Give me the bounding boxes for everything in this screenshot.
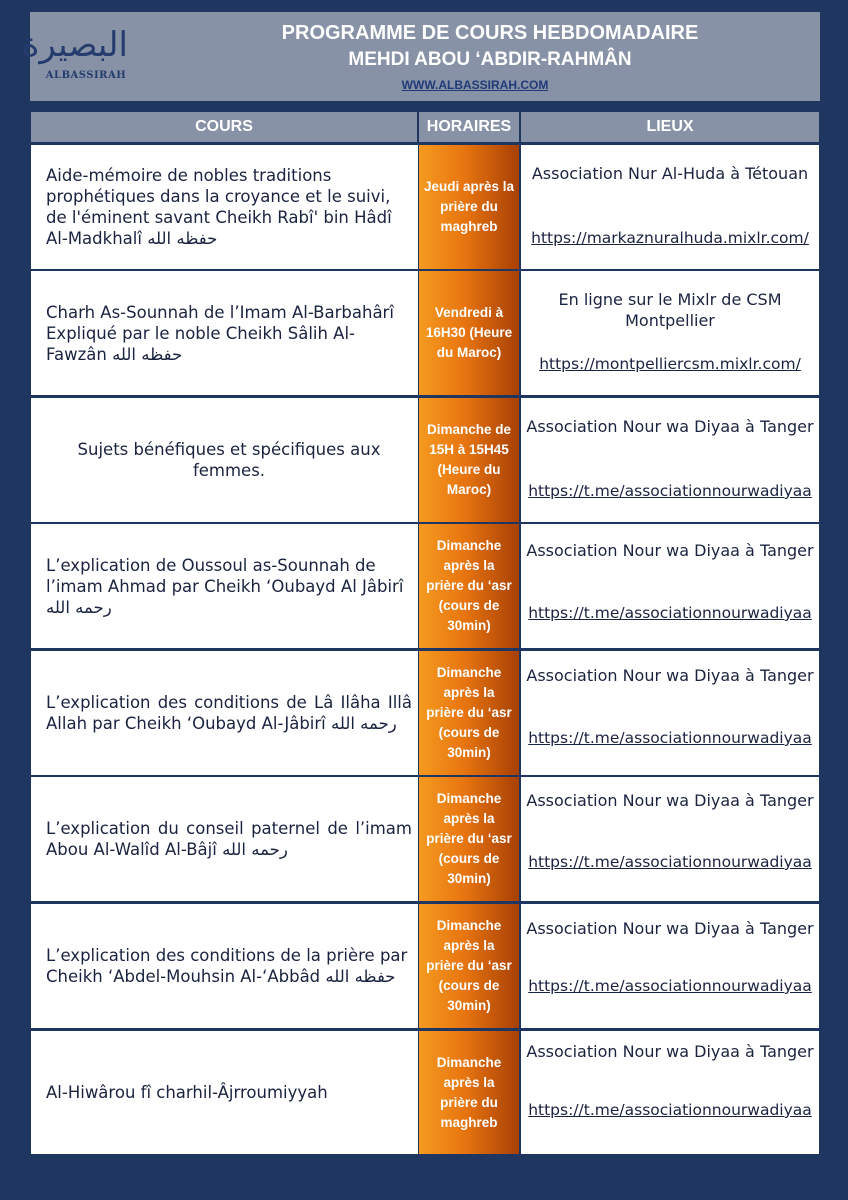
cours-cell: Al-Hiwârou fî charhil-Âjrroumiyyah bbox=[31, 1031, 418, 1154]
lieu-cell bbox=[521, 398, 819, 522]
column-header-lieux: LIEUX bbox=[521, 112, 819, 142]
cours-cell: Charh As-Sounnah de l’Imam Al-Barbahârî Expliqué par le noble Cheikh Sâlih Al-Fawzân حفظه الله bbox=[31, 271, 418, 395]
lieu-cell bbox=[521, 524, 819, 648]
lieu-url-link[interactable]: https://t.me/associationnourwadiyaa bbox=[528, 853, 812, 871]
lieu-url-link[interactable]: https://markaznuralhuda.mixlr.com/ bbox=[531, 229, 809, 247]
lieu-url-link[interactable]: https://t.me/associationnourwadiyaa bbox=[528, 1101, 812, 1119]
cours-cell: L’explication des conditions de Lâ Ilâha Illâ Allah par Cheikh ‘Oubayd Al-Jâbirî رحمه الله bbox=[31, 651, 418, 775]
lieu-url-link[interactable]: https://t.me/associationnourwadiyaa bbox=[528, 482, 812, 500]
lieu-name: Association Nur Al-Huda à Tétouan bbox=[531, 164, 809, 183]
column-header-cours: COURS bbox=[31, 112, 417, 142]
table-row bbox=[31, 777, 819, 901]
table-row bbox=[31, 524, 819, 648]
table-row bbox=[31, 904, 819, 1028]
cours-cell: L’explication des conditions de la prière par Cheikh ‘Abdel-Mouhsin Al-‘Abbâd حفظه الله bbox=[31, 904, 418, 1028]
header-banner bbox=[21, 12, 820, 101]
lieu-name: Association Nour wa Diyaa à Tanger bbox=[526, 666, 814, 685]
horaire-cell: Dimanche après la prière du ‘asr (cours de 30min) bbox=[419, 524, 519, 648]
table-row bbox=[31, 398, 819, 522]
lieu-name: Association Nour wa Diyaa à Tanger bbox=[526, 541, 814, 560]
lieu-name: Association Nour wa Diyaa à Tanger bbox=[526, 417, 814, 436]
horaire-cell: Dimanche après la prière du maghreb bbox=[419, 1031, 519, 1154]
lieu-cell bbox=[521, 777, 819, 901]
page-title: PROGRAMME DE COURS HEBDOMADAIRE bbox=[281, 22, 699, 44]
cours-cell: L’explication de Oussoul as-Sounnah de l’imam Ahmad par Cheikh ‘Oubayd Al Jâbirî رحمه الله bbox=[31, 524, 418, 648]
horaire-cell: Dimanche après la prière du ‘asr (cours de 30min) bbox=[419, 777, 519, 901]
lieu-cell bbox=[521, 145, 819, 269]
logo-arabic-calligraphy: البصيرة bbox=[21, 25, 128, 65]
horaire-cell: Jeudi après la prière du maghreb bbox=[419, 145, 519, 269]
table-row bbox=[31, 651, 819, 775]
cours-cell: Sujets bénéfiques et spécifiques aux femmes. bbox=[31, 398, 418, 522]
lieu-cell bbox=[521, 1031, 819, 1154]
website-link[interactable]: WWW.ALBASSIRAH.COM bbox=[401, 78, 549, 92]
cours-cell: L’explication du conseil paternel de l’imam Abou Al-Walîd Al-Bâjî رحمه الله bbox=[31, 777, 418, 901]
table-row bbox=[31, 271, 819, 395]
lieu-url-link[interactable]: https://montpelliercsm.mixlr.com/ bbox=[539, 355, 801, 373]
horaire-cell: Vendredi à 16H30 (Heure du Maroc) bbox=[419, 271, 519, 395]
page-subtitle: MEHDI ABOU ‘ABDIR-RAHMÂN bbox=[348, 49, 632, 70]
lieu-name: Association Nour wa Diyaa à Tanger bbox=[526, 1042, 814, 1061]
lieu-url-link[interactable]: https://t.me/associationnourwadiyaa bbox=[528, 604, 812, 622]
lieu-cell bbox=[521, 651, 819, 775]
horaire-cell: Dimanche après la prière du ‘asr (cours de 30min) bbox=[419, 904, 519, 1028]
lieu-name: Association Nour wa Diyaa à Tanger bbox=[526, 919, 814, 938]
horaire-cell: Dimanche de 15H à 15H45 (Heure du Maroc) bbox=[419, 398, 519, 522]
lieu-name: En ligne sur le Mixlr de CSM Montpellier bbox=[558, 290, 782, 330]
column-header-horaires: HORAIRES bbox=[419, 112, 519, 142]
lieu-name: Association Nour wa Diyaa à Tanger bbox=[526, 791, 814, 810]
lieu-url-link[interactable]: https://t.me/associationnourwadiyaa bbox=[528, 729, 812, 747]
table-row bbox=[31, 145, 819, 269]
lieu-cell bbox=[521, 271, 819, 395]
lieu-url-link[interactable]: https://t.me/associationnourwadiyaa bbox=[528, 977, 812, 995]
horaire-cell: Dimanche après la prière du ‘asr (cours de 30min) bbox=[419, 651, 519, 775]
table-row bbox=[31, 1031, 819, 1154]
logo-text: ALBASSIRAH bbox=[45, 70, 127, 81]
lieu-cell bbox=[521, 904, 819, 1028]
cours-cell: Aide-mémoire de nobles traditions prophétiques dans la croyance et le suivi, de l'éminent savant Cheikh Rabî' bin Hâdî Al-Madkhalî حفظه الله bbox=[31, 145, 418, 269]
